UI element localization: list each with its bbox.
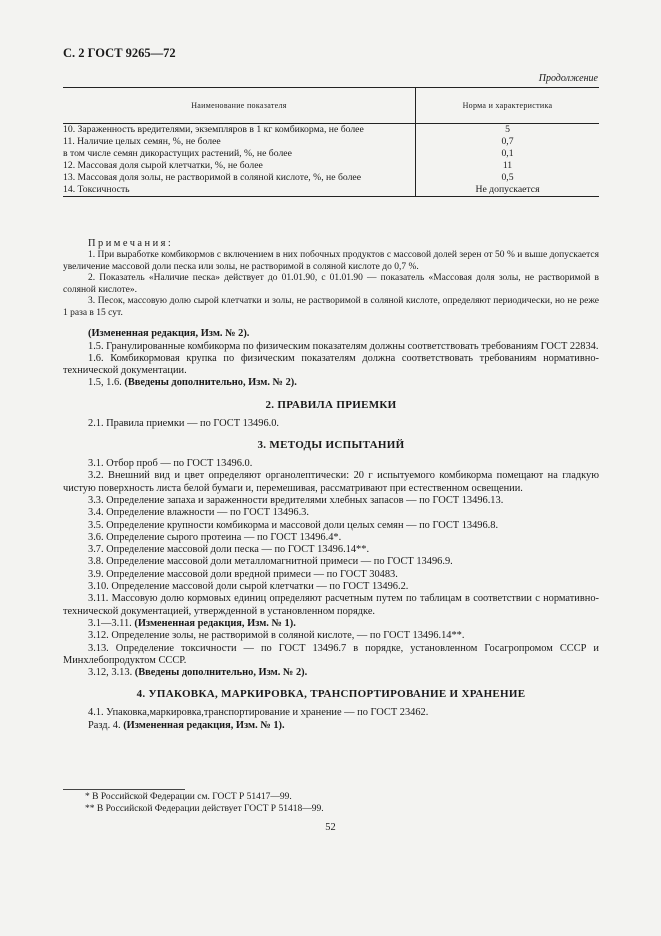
footnotes — [63, 791, 324, 816]
table-row — [63, 148, 599, 160]
paragraph-3-5: 3.5. Определение крупности комбикорма и массовой доли целых семян — по ГОСТ 13496.8. — [88, 519, 499, 531]
paragraph-3-8: 3.8. Определение массовой доли металломагнитной примеси — по ГОСТ 13496.9. — [88, 556, 453, 568]
continuation-label: Продолжение — [538, 73, 598, 84]
table-cell-name: 12. Массовая доля сырой клетчатки, %, не более — [63, 160, 416, 172]
note-item: 3. Песок, массовую долю сырой клетчатки и золы, не растворимой в соляной кислоте, определяют периодически, но не реже 1 раза в 15 сут. — [63, 296, 599, 318]
edit-note: 3.1—3.11. (Измененная редакция, Изм. № 1). — [88, 617, 296, 629]
table-row — [63, 124, 599, 137]
paragraph-3-4: 3.4. Определение влажности — по ГОСТ 13496.3. — [88, 507, 309, 519]
paragraph-3-1: 3.1. Отбор проб — по ГОСТ 13496.0. — [88, 458, 253, 470]
table-row — [63, 184, 599, 197]
paragraph-3-3: 3.3. Определение запаха и зараженности вредителями хлебных запасов — по ГОСТ 13496.13. — [88, 494, 504, 506]
document-body — [63, 238, 599, 732]
paragraph-3-6: 3.6. Определение сырого протеина — по ГОСТ 13496.4*. — [88, 531, 342, 543]
table-cell-name: 10. Зараженность вредителями, экземпляров в 1 кг комбикорма, не более — [63, 124, 416, 137]
paragraph-3-7: 3.7. Определение массовой доли песка — по ГОСТ 13496.14**. — [88, 544, 370, 556]
paragraph-4-1: 4.1. Упаковка,маркировка,транспортирование и хранение — по ГОСТ 23462. — [88, 707, 429, 719]
table-cell-value: 0,1 — [501, 148, 514, 159]
paragraph-2-1: 2.1. Правила приемки — по ГОСТ 13496.0. — [88, 417, 280, 429]
footnote: ** В Российской Федерации действует ГОСТ Р 51418—99. — [85, 804, 324, 815]
section-4-title: 4. УПАКОВКА, МАРКИРОВКА, ТРАНСПОРТИРОВАНИЕ И ХРАНЕНИЕ — [136, 688, 526, 701]
table-cell-name: 13. Массовая доля золы, не растворимой в соляной кислоте, %, не более — [63, 172, 416, 184]
paragraph-3-12: 3.12. Определение золы, не растворимой в соляной кислоте, — по ГОСТ 13496.14**. — [88, 630, 465, 642]
edit-note: Разд. 4. (Измененная редакция, Изм. № 1). — [88, 719, 285, 731]
footnote-divider — [63, 789, 185, 790]
paragraph-1-5: 1.5. Гранулированные комбикорма по физическим показателям должны соответствовать требованиям ГОСТ 22834. — [88, 340, 599, 352]
table-cell-value: 11 — [502, 160, 513, 171]
edit-note: 1.5, 1.6. (Введены дополнительно, Изм. № 2). — [88, 377, 297, 389]
footnote: * В Российской Федерации см. ГОСТ Р 51417—99. — [85, 792, 292, 802]
paragraph-1-6: 1.6. Комбикормовая крупка по физическим показателям должна соответствовать требованиям нормативно-технической документации. — [63, 352, 599, 377]
table-header-name: Наименование показателя — [63, 88, 416, 124]
paragraph-3-13: 3.13. Определение токсичности — по ГОСТ 13496.7 в порядке, установленном Госагропромом СССР и Минхлебопродуктом СССР. — [63, 642, 599, 666]
paragraph-3-9: 3.9. Определение массовой доли вредной примеси — по ГОСТ 30483. — [88, 568, 398, 580]
section-3-title: 3. МЕТОДЫ ИСПЫТАНИЙ — [257, 439, 405, 452]
table-cell-name: 11. Наличие целых семян, %, не более — [63, 136, 416, 148]
table-cell-value: 0,7 — [501, 136, 514, 147]
note-item: 1. При выработке комбикормов с включением в них побочных продуктов с массовой долей зерен от 50 % и выше допускается увеличение массовой доли песка или золы, не растворимой в соляной кислоте до 0,7 %. — [63, 250, 599, 272]
section-2-title: 2. ПРАВИЛА ПРИЕМКИ — [265, 398, 397, 411]
notes-heading: Примечания: — [88, 238, 174, 249]
table-cell-name: в том числе семян дикорастущих растений, %, не более — [63, 148, 416, 160]
paragraph-3-11: 3.11. Массовую долю кормовых единиц определяют расчетным путем по таблицам в соответствии с нормативно-технической документацией, утвержденной в установленном порядке. — [63, 593, 599, 617]
table-cell-name: 14. Токсичность — [63, 184, 416, 197]
paragraph-3-2: 3.2. Внешний вид и цвет определяют органолептически: 20 г испытуемого комбикорма помещают на гладкую чистую поверхность листа белой бумаги и, перемешивая, рассматривают при естественном освещении. — [63, 470, 599, 494]
edit-note: 3.12, 3.13. (Введены дополнительно, Изм. № 2). — [88, 667, 308, 679]
table-cell-value: 5 — [505, 124, 510, 135]
note-item: 2. Показатель «Наличие песка» действует до 01.01.90, с 01.01.90 — показатель «Массовая доля золы, не растворимой в соляной кислоте». — [63, 273, 599, 295]
edit-note: (Измененная редакция, Изм. № 2). — [88, 328, 250, 340]
page-number: 52 — [325, 822, 336, 833]
table-cell-value: 0,5 — [501, 172, 514, 183]
table-header-norm: Норма и характеристика — [416, 88, 600, 124]
page-header: С. 2 ГОСТ 9265—72 — [63, 46, 176, 60]
table-cell-value: Не допускается — [416, 184, 600, 197]
paragraph-3-10: 3.10. Определение массовой доли сырой клетчатки — по ГОСТ 13496.2. — [88, 581, 409, 593]
table-row — [63, 136, 599, 148]
indicators-table — [63, 87, 599, 197]
table-row — [63, 172, 599, 184]
table-row — [63, 160, 599, 172]
